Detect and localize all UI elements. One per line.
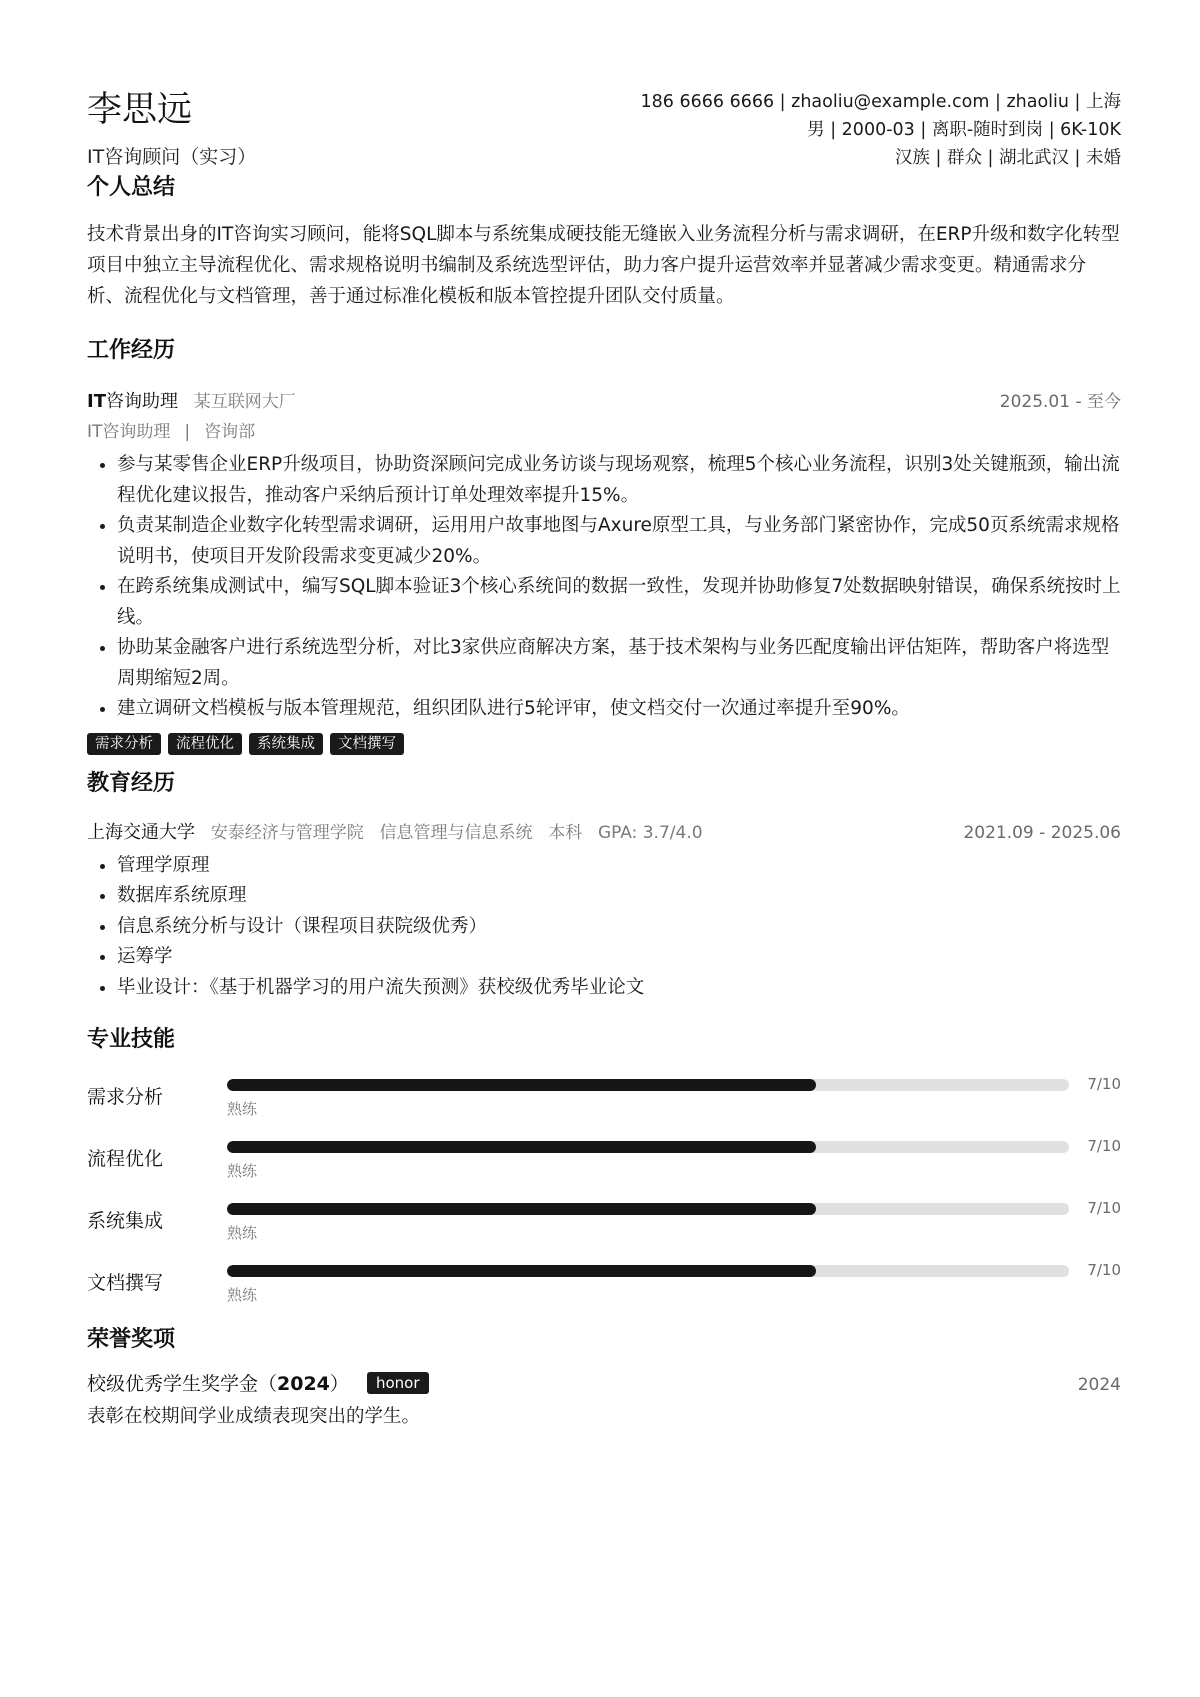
candidate-title: IT咨询顾问（实习）	[87, 146, 257, 168]
education-header	[87, 819, 1121, 847]
work-section	[87, 336, 1121, 755]
list-item: • 在跨系统集成测试中，编写SQL脚本验证3个核心系统间的数据一致性，发现并协助修复7处数据映射错误，确保系统按时上线。	[117, 572, 1121, 633]
job-position: IT咨询助理	[87, 422, 171, 442]
skill-progress-fill	[227, 1265, 816, 1277]
skill-name: 文档撰写	[87, 1272, 164, 1294]
skill-score: 7/10	[1087, 1261, 1121, 1279]
skill-score: 7/10	[1087, 1075, 1121, 1093]
award-title-year: 2024	[277, 1373, 330, 1395]
award-title-prefix: 校级优秀学生奖学金（	[87, 1373, 278, 1395]
contact-line: 186 6666 6666 | zhaoliu@example.com | zhaoliu | 上海	[640, 92, 1121, 112]
contact-line: 男 | 2000-03 | 离职-随时到岗 | 6K-10K	[807, 120, 1121, 140]
award-title	[87, 1373, 349, 1395]
contact-info	[641, 88, 1121, 172]
skill-level: 熟练	[227, 1100, 258, 1118]
skill-level: 熟练	[227, 1162, 258, 1180]
section-title-awards: 荣誉奖项	[87, 1327, 176, 1352]
skill-tag: 文档撰写	[330, 733, 404, 755]
college-name: 安泰经济与管理学院	[210, 822, 364, 843]
job-role	[87, 391, 178, 412]
job-company: 某互联网大厂	[193, 392, 296, 412]
degree: 本科	[548, 822, 583, 843]
skills-list	[87, 1073, 1121, 1321]
job-bullets	[87, 450, 1121, 725]
list-item: • 运筹学	[117, 942, 1121, 973]
job-role-rest: 咨询助理	[105, 391, 178, 412]
skill-row	[87, 1073, 1121, 1135]
skill-level: 熟练	[227, 1224, 258, 1242]
section-title-summary: 个人总结	[87, 175, 176, 200]
award-badge: honor	[367, 1372, 429, 1394]
section-title-education: 教育经历	[87, 770, 176, 796]
skills-section	[87, 1025, 1121, 1321]
skill-name: 流程优化	[87, 1148, 164, 1170]
skill-tag: 系统集成	[249, 733, 323, 755]
job-subline	[87, 418, 1121, 446]
list-item: • 建立调研文档模板与版本管理规范，组织团队进行5轮评审，使文档交付一次通过率提升至90%。	[117, 694, 1121, 725]
resume-header	[87, 88, 1121, 173]
major-name: 信息管理与信息系统	[379, 822, 533, 843]
list-item: • 毕业设计：《基于机器学习的用户流失预测》获校级优秀毕业论文	[117, 973, 1121, 1004]
list-item: • 参与某零售企业ERP升级项目，协助资深顾问完成业务访谈与现场观察，梳理5个核心业务流程，识别3处关键瓶颈，输出流程优化建议报告，推动客户采纳后预计订单处理效率提升15%。	[117, 450, 1121, 511]
skill-progress-track	[227, 1079, 1069, 1091]
section-title-work: 工作经历	[87, 338, 176, 363]
summary-text: 技术背景出身的IT咨询实习顾问，能将SQL脚本与系统集成硬技能无缝嵌入业务流程分析与需求调研，在ERP升级和数字化转型项目中独立主导流程优化、需求规格说明书编制及系统选型评估，助力客户提升运营效率并显著减少需求变更。精通需求分析、流程优化与文档管理，善于通过标准化模板和版本管控提升团队交付质量。	[87, 224, 1120, 307]
job-header	[87, 388, 1121, 416]
skill-progress-track	[227, 1141, 1069, 1153]
education-date: 2021.09 - 2025.06	[963, 822, 1121, 843]
job-department: 咨询部	[204, 422, 256, 442]
job-role-company	[87, 388, 296, 416]
skill-row	[87, 1135, 1121, 1197]
job-tags	[87, 733, 1121, 755]
gpa: GPA: 3.7/4.0	[597, 822, 703, 843]
separator: |	[184, 422, 191, 442]
skill-progress-fill	[227, 1079, 816, 1091]
skill-row	[87, 1259, 1121, 1321]
job-date: 2025.01 - 至今	[999, 392, 1121, 412]
skill-tag: 流程优化	[168, 733, 242, 755]
list-item: • 数据库系统原理	[117, 881, 1121, 912]
list-item: • 协助某金融客户进行系统选型分析，对比3家供应商解决方案，基于技术架构与业务匹配度输出评估矩阵，帮助客户将选型周期缩短2周。	[117, 633, 1121, 694]
candidate-name: 李思远	[87, 90, 193, 130]
skill-tag: 需求分析	[87, 733, 161, 755]
summary-section	[87, 173, 1121, 312]
resume-page	[87, 88, 1121, 1432]
skill-name: 需求分析	[87, 1086, 164, 1108]
skill-name: 系统集成	[87, 1210, 164, 1232]
skill-score: 7/10	[1087, 1137, 1121, 1155]
award-date: 2024	[1077, 1375, 1121, 1395]
education-info	[87, 819, 703, 847]
list-item: • 信息系统分析与设计（课程项目获院级优秀）	[117, 912, 1121, 943]
award-description: 表彰在校期间学业成绩表现突出的学生。	[87, 1406, 421, 1427]
skill-progress-fill	[227, 1141, 816, 1153]
skill-level: 熟练	[227, 1286, 258, 1304]
skill-progress-track	[227, 1203, 1069, 1215]
skill-row	[87, 1197, 1121, 1259]
skill-progress-track	[227, 1265, 1069, 1277]
contact-line: 汉族 | 群众 | 湖北武汉 | 未婚	[894, 148, 1121, 168]
list-item: • 管理学原理	[117, 851, 1121, 882]
list-item: • 负责某制造企业数字化转型需求调研，运用用户故事地图与Axure原型工具，与业务部门紧密协作，完成50页系统需求规格说明书，使项目开发阶段需求变更减少20%。	[117, 511, 1121, 572]
course-list	[87, 851, 1121, 1004]
school-name: 上海交通大学	[87, 821, 195, 843]
section-title-skills: 专业技能	[87, 1027, 176, 1052]
skill-progress-fill	[227, 1203, 816, 1215]
awards-section	[87, 1325, 1121, 1432]
award-title-suffix: ）	[329, 1373, 349, 1395]
skill-score: 7/10	[1087, 1199, 1121, 1217]
award-header	[87, 1369, 1121, 1400]
education-section	[87, 769, 1121, 1004]
job-role-bold: IT	[87, 391, 106, 412]
award-title-wrap	[87, 1369, 429, 1399]
